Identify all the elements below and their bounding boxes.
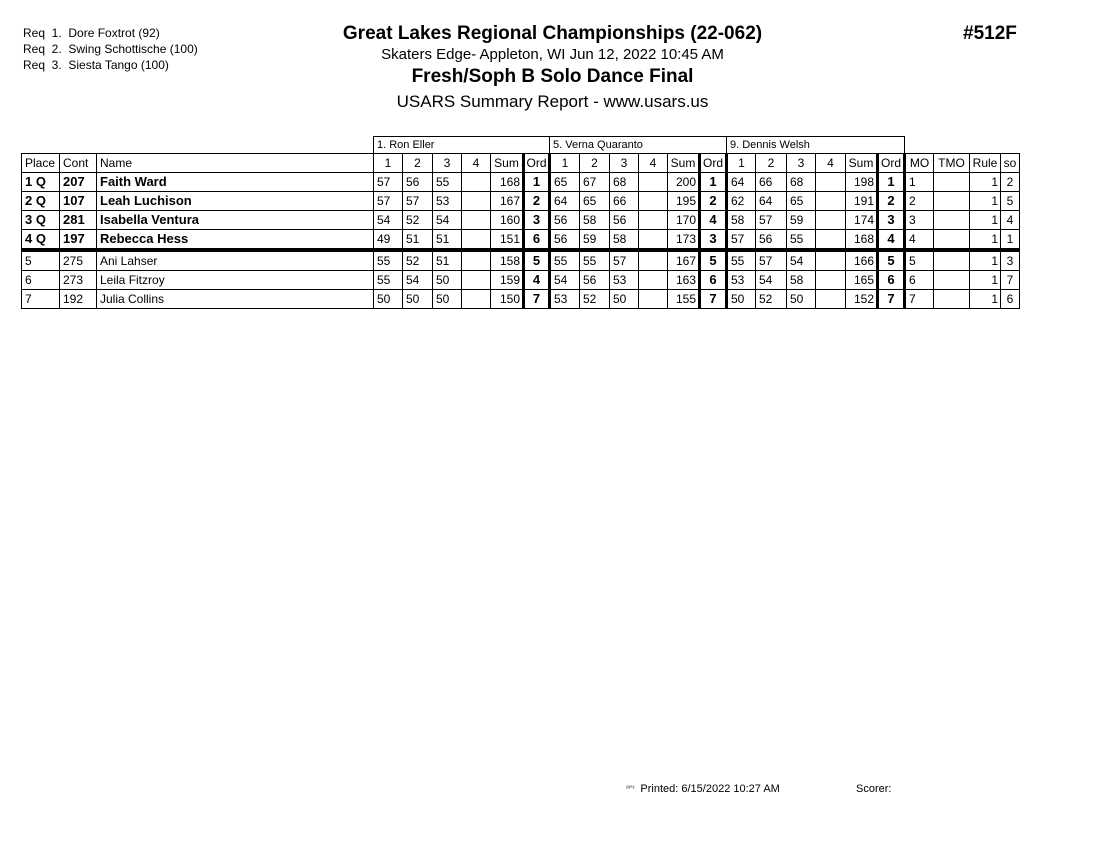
mo-cell: 3: [905, 211, 934, 230]
score-cell: 54: [550, 271, 580, 290]
sum-cell: 167: [668, 250, 700, 271]
mo-cell: 4: [905, 230, 934, 251]
table-row: [22, 211, 1020, 230]
judge-1-header: 1. Ron Eller: [374, 137, 550, 154]
header-name: Name: [97, 154, 374, 173]
cont-cell: 107: [60, 192, 97, 211]
header-score-2: 2: [403, 154, 433, 173]
score-cell: [816, 250, 846, 271]
sum-cell: 170: [668, 211, 700, 230]
header-score-4: 4: [816, 154, 846, 173]
score-cell: 67: [580, 173, 610, 192]
report-header: [300, 22, 805, 114]
score-cell: 57: [374, 173, 403, 192]
tmo-cell: [934, 211, 970, 230]
score-cell: [639, 192, 668, 211]
score-cell: [462, 173, 491, 192]
event-name: Fresh/Soph B Solo Dance Final: [411, 66, 694, 87]
score-cell: 50: [374, 290, 403, 309]
header-cont: Cont: [60, 154, 97, 173]
tmo-cell: [934, 290, 970, 309]
skater-name: Faith Ward: [97, 173, 374, 192]
score-cell: 51: [403, 230, 433, 251]
scorer-label: Scorer:: [856, 783, 892, 795]
score-cell: 55: [433, 173, 462, 192]
header-rule: Rule: [970, 154, 1001, 173]
cont-cell: 197: [60, 230, 97, 251]
score-cell: 57: [610, 250, 639, 271]
score-cell: 56: [403, 173, 433, 192]
tmo-cell: [934, 173, 970, 192]
header-ord: Ord: [700, 154, 727, 173]
table-row: [22, 173, 1020, 192]
ordinal-cell: 4: [700, 211, 727, 230]
score-cell: 50: [727, 290, 756, 309]
so-cell: 4: [1001, 211, 1020, 230]
score-cell: 58: [580, 211, 610, 230]
score-cell: 56: [550, 230, 580, 251]
skater-name: Leila Fitzroy: [97, 271, 374, 290]
sum-cell: 173: [668, 230, 700, 251]
score-cell: 54: [756, 271, 787, 290]
sum-cell: 167: [491, 192, 524, 211]
so-cell: 7: [1001, 271, 1020, 290]
score-cell: [816, 290, 846, 309]
header-score-4: 4: [462, 154, 491, 173]
ordinal-cell: 1: [700, 173, 727, 192]
ordinal-cell: 7: [524, 290, 550, 309]
score-cell: 51: [433, 250, 462, 271]
place-cell: 2 Q: [22, 192, 60, 211]
sum-cell: 168: [846, 230, 878, 251]
table-row: [22, 250, 1020, 271]
score-cell: 52: [756, 290, 787, 309]
cont-cell: 207: [60, 173, 97, 192]
competition-title: Great Lakes Regional Championships (22-062): [342, 23, 763, 44]
score-cell: 64: [550, 192, 580, 211]
place-cell: 4 Q: [22, 230, 60, 251]
printed-text: Printed: 6/15/2022 10:27 AM: [640, 783, 780, 795]
requirement-item: Req 3. Siesta Tango (100): [23, 58, 169, 72]
score-cell: 58: [787, 271, 816, 290]
score-cell: 55: [727, 250, 756, 271]
mo-cell: 6: [905, 271, 934, 290]
sum-cell: 158: [491, 250, 524, 271]
ordinal-cell: 7: [878, 290, 905, 309]
score-cell: 65: [787, 192, 816, 211]
rule-cell: 1: [970, 173, 1001, 192]
score-cell: [462, 211, 491, 230]
score-cell: 54: [433, 211, 462, 230]
header-place: Place: [22, 154, 60, 173]
score-cell: 50: [433, 290, 462, 309]
score-cell: 56: [756, 230, 787, 251]
skater-name: Ani Lahser: [97, 250, 374, 271]
score-cell: 57: [756, 211, 787, 230]
ordinal-cell: 1: [524, 173, 550, 192]
ordinal-cell: 5: [700, 250, 727, 271]
header-score-1: 1: [374, 154, 403, 173]
ordinal-cell: 3: [878, 211, 905, 230]
sum-cell: 165: [846, 271, 878, 290]
sum-cell: 166: [846, 250, 878, 271]
results-table: [21, 136, 1020, 309]
ordinal-cell: 4: [878, 230, 905, 251]
score-cell: 55: [374, 271, 403, 290]
rule-cell: 1: [970, 192, 1001, 211]
skater-name: Leah Luchison: [97, 192, 374, 211]
header-score-4: 4: [639, 154, 668, 173]
header-score-2: 2: [756, 154, 787, 173]
ordinal-cell: 1: [878, 173, 905, 192]
score-cell: [639, 173, 668, 192]
score-cell: 57: [727, 230, 756, 251]
score-cell: 51: [433, 230, 462, 251]
place-cell: 7: [22, 290, 60, 309]
ordinal-cell: 3: [524, 211, 550, 230]
score-cell: 57: [374, 192, 403, 211]
tmo-cell: [934, 230, 970, 251]
header-sum: Sum: [491, 154, 524, 173]
ordinal-cell: 3: [700, 230, 727, 251]
header-score-3: 3: [433, 154, 462, 173]
sum-cell: 174: [846, 211, 878, 230]
rule-cell: 1: [970, 271, 1001, 290]
header-score-1: 1: [727, 154, 756, 173]
sum-cell: 150: [491, 290, 524, 309]
ordinal-cell: 4: [524, 271, 550, 290]
score-cell: 64: [727, 173, 756, 192]
score-cell: 52: [403, 211, 433, 230]
cont-cell: 273: [60, 271, 97, 290]
score-cell: [639, 211, 668, 230]
score-cell: 64: [756, 192, 787, 211]
score-cell: 59: [580, 230, 610, 251]
sum-cell: 200: [668, 173, 700, 192]
sum-cell: 152: [846, 290, 878, 309]
place-cell: 6: [22, 271, 60, 290]
so-cell: 1: [1001, 230, 1020, 251]
ordinal-cell: 7: [700, 290, 727, 309]
score-cell: 55: [580, 250, 610, 271]
sum-cell: 155: [668, 290, 700, 309]
table-row: [22, 271, 1020, 290]
cont-cell: 192: [60, 290, 97, 309]
header-mo: MO: [905, 154, 934, 173]
sum-cell: 198: [846, 173, 878, 192]
ordinal-cell: 2: [700, 192, 727, 211]
score-cell: [462, 290, 491, 309]
score-cell: [816, 271, 846, 290]
event-number: #512F: [963, 23, 1017, 44]
place-cell: 1 Q: [22, 173, 60, 192]
mo-cell: 1: [905, 173, 934, 192]
score-cell: [639, 250, 668, 271]
tmo-cell: [934, 192, 970, 211]
score-cell: [816, 230, 846, 251]
rule-cell: 1: [970, 290, 1001, 309]
mo-cell: 5: [905, 250, 934, 271]
rule-cell: 1: [970, 230, 1001, 251]
score-cell: 50: [787, 290, 816, 309]
printed-timestamp: [626, 782, 780, 796]
requirement-item: Req 2. Swing Schottische (100): [23, 42, 198, 56]
score-cell: 55: [374, 250, 403, 271]
header-sum: Sum: [846, 154, 878, 173]
score-cell: 54: [403, 271, 433, 290]
score-cell: 62: [727, 192, 756, 211]
score-cell: [816, 192, 846, 211]
venue-date: Skaters Edge- Appleton, WI Jun 12, 2022 10:45 AM: [381, 46, 724, 63]
score-cell: 58: [727, 211, 756, 230]
so-cell: 6: [1001, 290, 1020, 309]
so-cell: 2: [1001, 173, 1020, 192]
score-cell: 53: [727, 271, 756, 290]
score-cell: 65: [550, 173, 580, 192]
header-score-1: 1: [550, 154, 580, 173]
score-cell: 56: [610, 211, 639, 230]
ordinal-cell: 5: [878, 250, 905, 271]
score-cell: 49: [374, 230, 403, 251]
rule-cell: 1: [970, 211, 1001, 230]
ordinal-cell: 2: [878, 192, 905, 211]
header-score-2: 2: [580, 154, 610, 173]
tmo-cell: [934, 271, 970, 290]
judge-9-header: 9. Dennis Welsh: [727, 137, 905, 154]
header-score-3: 3: [610, 154, 639, 173]
score-cell: 66: [610, 192, 639, 211]
score-cell: 54: [787, 250, 816, 271]
score-cell: [639, 230, 668, 251]
column-header-row: [22, 154, 1020, 173]
place-cell: 3 Q: [22, 211, 60, 230]
ordinal-cell: 6: [524, 230, 550, 251]
score-cell: [462, 250, 491, 271]
requirement-item: Req 1. Dore Foxtrot (92): [23, 26, 160, 40]
ordinal-cell: 6: [878, 271, 905, 290]
place-cell: 5: [22, 250, 60, 271]
rule-cell: 1: [970, 250, 1001, 271]
sum-cell: 160: [491, 211, 524, 230]
score-cell: 58: [610, 230, 639, 251]
score-cell: 57: [403, 192, 433, 211]
header-so: so: [1001, 154, 1020, 173]
cont-cell: 281: [60, 211, 97, 230]
cont-cell: 275: [60, 250, 97, 271]
score-cell: 50: [610, 290, 639, 309]
score-cell: 68: [787, 173, 816, 192]
score-cell: 53: [433, 192, 462, 211]
tmo-cell: [934, 250, 970, 271]
ordinal-cell: 6: [700, 271, 727, 290]
sum-cell: 159: [491, 271, 524, 290]
score-cell: 68: [610, 173, 639, 192]
score-cell: 53: [550, 290, 580, 309]
ordinal-cell: 2: [524, 192, 550, 211]
score-cell: [462, 271, 491, 290]
ordinal-cell: 5: [524, 250, 550, 271]
sum-cell: 191: [846, 192, 878, 211]
judge-5-header: 5. Verna Quaranto: [550, 137, 727, 154]
score-cell: [462, 230, 491, 251]
score-cell: 55: [550, 250, 580, 271]
table-row: [22, 230, 1020, 251]
score-cell: 66: [756, 173, 787, 192]
header-ord: Ord: [524, 154, 550, 173]
score-cell: 52: [580, 290, 610, 309]
sum-cell: 168: [491, 173, 524, 192]
table-row: [22, 192, 1020, 211]
header-ord: Ord: [878, 154, 905, 173]
report-type: USARS Summary Report - www.usars.us: [396, 92, 709, 111]
table-row: [22, 290, 1020, 309]
sum-cell: 195: [668, 192, 700, 211]
score-cell: 52: [403, 250, 433, 271]
score-cell: 50: [433, 271, 462, 290]
header-sum: Sum: [668, 154, 700, 173]
score-cell: 56: [550, 211, 580, 230]
score-cell: [816, 211, 846, 230]
score-cell: [816, 173, 846, 192]
so-cell: 5: [1001, 192, 1020, 211]
score-cell: 54: [374, 211, 403, 230]
skater-name: Rebecca Hess: [97, 230, 374, 251]
score-cell: [639, 271, 668, 290]
score-cell: 65: [580, 192, 610, 211]
judges-row: [22, 137, 1020, 154]
mo-cell: 7: [905, 290, 934, 309]
mo-cell: 2: [905, 192, 934, 211]
requirements-list: [23, 25, 198, 73]
score-cell: 53: [610, 271, 639, 290]
score-cell: 56: [580, 271, 610, 290]
score-cell: 50: [403, 290, 433, 309]
print-code: ²³°³: [626, 786, 635, 792]
sum-cell: 151: [491, 230, 524, 251]
score-cell: 59: [787, 211, 816, 230]
sum-cell: 163: [668, 271, 700, 290]
score-cell: [639, 290, 668, 309]
skater-name: Julia Collins: [97, 290, 374, 309]
score-cell: 55: [787, 230, 816, 251]
score-cell: [462, 192, 491, 211]
header-tmo: TMO: [934, 154, 970, 173]
skater-name: Isabella Ventura: [97, 211, 374, 230]
score-cell: 57: [756, 250, 787, 271]
so-cell: 3: [1001, 250, 1020, 271]
header-score-3: 3: [787, 154, 816, 173]
